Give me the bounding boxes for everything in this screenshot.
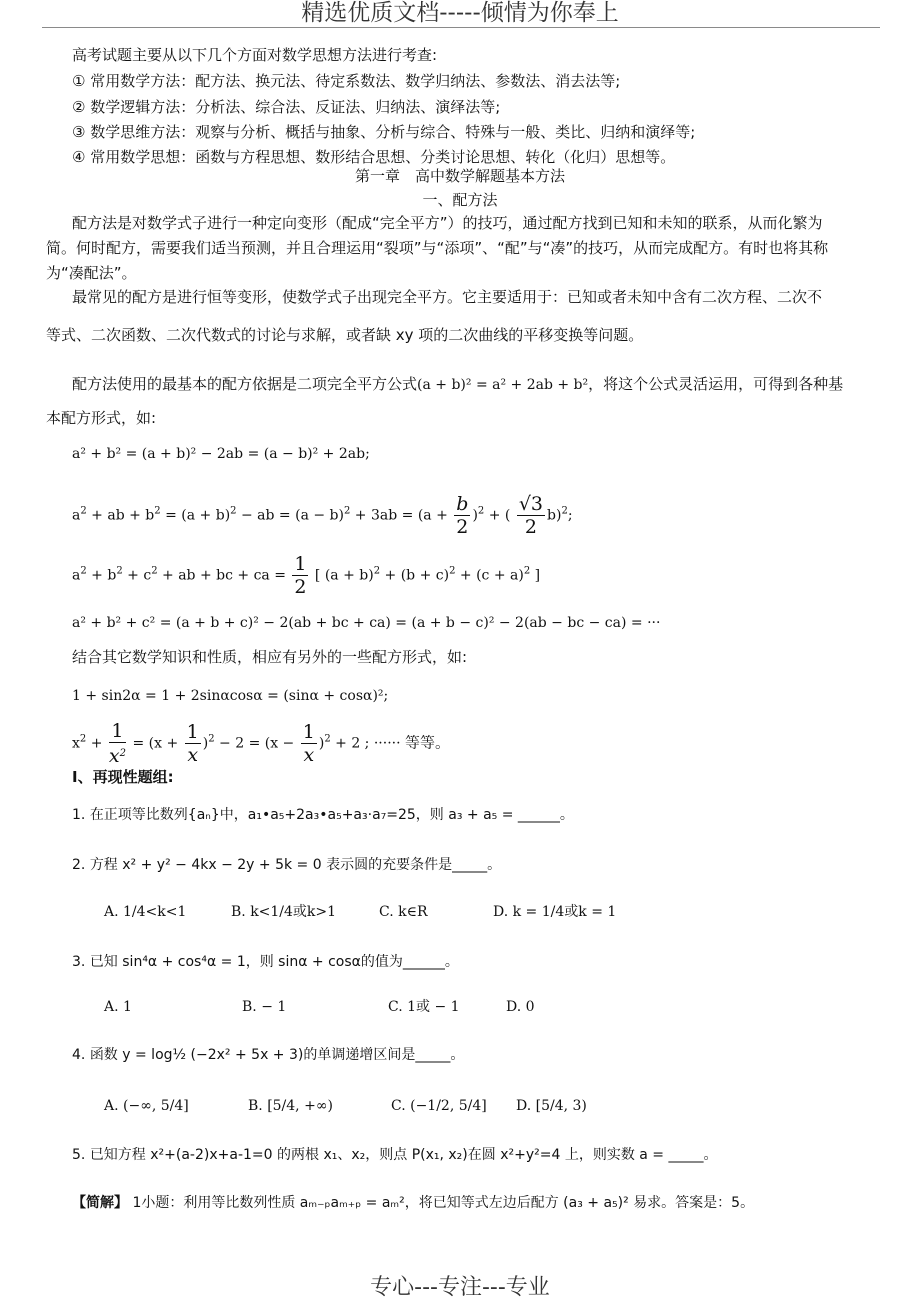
fraction-1-over-x-squared: $\frac{1}{x^2}$: [108, 720, 127, 767]
question-3-option-d: D. 0: [506, 999, 535, 1015]
paragraph-2-line-1: 最常见的配方是进行恒等变形，使数学式子出现完全平方。它主要适用于：已知或者未知中含有二次方程、二次不: [72, 288, 823, 306]
formula-6: $x^2$ + $\frac{1}{x^2}$ = (x + $\frac{1}{x}$ )$^2$ − 2 = (x − $\frac{1}{x}$ )$^2$ + 2 ; ······ 等等。: [72, 720, 451, 767]
fraction-sqrt3-over-2: $\frac{√3}{2}$: [518, 493, 544, 538]
question-number: 1.: [72, 807, 86, 823]
paragraph-1-line-3: 为“凑配法”。: [46, 264, 137, 282]
question-3-option-a: A. 1: [104, 999, 132, 1015]
question-number: 4.: [72, 1047, 86, 1063]
page-footer: 专心---专注---专业: [370, 1275, 550, 1300]
question-2-text: 方程 x² + y² − 4kx − 2y + 5k = 0 表示圆的充要条件是_____。: [89, 857, 502, 873]
question-3-text: 已知 sin⁴α + cos⁴α = 1，则 sinα + cosα的值为______。: [89, 954, 459, 970]
question-4-option-d: D. [5/4, 3): [516, 1098, 587, 1114]
binomial-square-formula: (a + b)² = a² + 2ab + b²: [417, 377, 589, 393]
solution-label: 【简解】: [72, 1195, 128, 1211]
solution: [72, 1193, 754, 1213]
intro-lead: 高考试题主要从以下几个方面对数学思想方法进行考查:: [72, 46, 438, 64]
fraction-b-over-2: $\frac{b}{2}$: [456, 493, 469, 538]
fraction-1-over-x: $\frac{1}{x}$: [186, 721, 199, 766]
paragraph-3-suffix: ，将这个公式灵活运用，可得到各种基: [588, 375, 844, 393]
question-number: 3.: [72, 954, 86, 970]
chapter-title: 第一章 高中数学解题基本方法: [354, 167, 565, 185]
formula-3: $a^2 + b^2 + c^2$ + ab + bc + ca = $\frac{1}{2}$ [ $(a + b)^2 + (b + c)^2 + (c + a)^2$ ]: [72, 553, 541, 598]
page-header-title: 精选优质文档-----倾情为你奉上: [301, 0, 619, 26]
question-5: [72, 1145, 717, 1165]
formula-4: a² + b² + c² = (a + b + c)² − 2(ab + bc + ca) = (a + b − c)² − 2(ab − bc − ca) = ···: [72, 615, 661, 631]
paragraph-3-prefix: 配方法使用的最基本的配方依据是二项完全平方公式: [72, 375, 418, 393]
question-3-option-c: C. 1或 − 1: [388, 999, 460, 1015]
paragraph-1-line-2: 简。何时配方，需要我们适当预测，并且合理运用“裂项”与“添项”、“配”与“凑”的技巧，从而完成配方。有时也将其称: [46, 239, 829, 257]
formula-2: $a^2$ + ab + $b^2 = (a + b)^2$ − ab = $(a - b)^2 + 3ab = (a$ + $\frac{b}{2}$ )$^2$ + ( $\frac{√3}{2}$ b)$^2$;: [72, 493, 573, 538]
question-number: 2.: [72, 857, 86, 873]
question-3: [72, 952, 459, 972]
question-2-option-a: A. 1/4<k<1: [104, 904, 187, 920]
section-title: 一、配方法: [422, 191, 498, 209]
question-3-option-b: B. − 1: [242, 999, 287, 1015]
question-4-option-a: A. (−∞, 5/4]: [104, 1098, 189, 1114]
question-2-option-b: B. k<1/4或k>1: [231, 904, 337, 920]
question-4-text: 函数 y = log½ (−2x² + 5x + 3)的单调递增区间是_____。: [89, 1047, 465, 1063]
formula-1: a² + b² = (a + b)² − 2ab = (a − b)² + 2ab;: [72, 446, 370, 462]
header-divider: [42, 27, 880, 28]
intro-item-4: ④ 常用数学思想：函数与方程思想、数形结合思想、分类讨论思想、转化（化归）思想等。: [72, 148, 676, 166]
paragraph-3-line-1: [72, 374, 843, 395]
question-2-option-d: D. k = 1/4或k = 1: [493, 904, 617, 920]
question-2-option-c: C. k∈R: [379, 904, 428, 920]
question-4-option-b: B. [5/4, +∞): [248, 1098, 333, 1114]
fraction-1-over-x-2: $\frac{1}{x}$: [302, 721, 315, 766]
formula-5: 1 + sin2α = 1 + 2sinαcosα = (sinα + cosα)²;: [72, 688, 389, 704]
group-title: Ⅰ、再现性题组:: [72, 768, 174, 786]
solution-text: 1小题：利用等比数列性质 aₘ₋ₚaₘ₊ₚ = aₘ²，将已知等式左边后配方 (a₃ + a₅)² 易求。答案是：5。: [132, 1195, 755, 1211]
question-4-option-c: C. (−1/2, 5/4]: [391, 1098, 487, 1114]
paragraph-2-line-2: 等式、二次函数、二次代数式的讨论与求解，或者缺 xy 项的二次曲线的平移变换等问题。: [46, 326, 644, 344]
question-2: [72, 855, 501, 875]
question-1: [72, 805, 574, 825]
paragraph-3-line-2: 本配方形式，如:: [46, 409, 157, 427]
question-4: [72, 1045, 464, 1065]
formula-6-tail: 等等。: [405, 733, 451, 752]
question-number: 5.: [72, 1147, 86, 1163]
intro-item-2: ② 数学逻辑方法：分析法、综合法、反证法、归纳法、演绎法等;: [72, 98, 501, 116]
question-1-text: 在正项等比数列{aₙ}中，a₁•a₅+2a₃•a₅+a₃·a₇=25，则 a₃ + a₅ = ______。: [89, 807, 574, 823]
paragraph-1-line-1: 配方法是对数学式子进行一种定向变形（配成“完全平方”）的技巧，通过配方找到已知和未知的联系，从而化繁为: [72, 214, 823, 232]
paragraph-4: 结合其它数学知识和性质，相应有另外的一些配方形式，如:: [72, 648, 468, 666]
question-5-text: 已知方程 x²+(a-2)x+a-1=0 的两根 x₁、x₂，则点 P(x₁, x₂)在圆 x²+y²=4 上，则实数 a = _____。: [89, 1147, 718, 1163]
intro-item-3: ③ 数学思维方法：观察与分析、概括与抽象、分析与综合、特殊与一般、类比、归纳和演绎等;: [72, 123, 696, 141]
intro-item-1: ① 常用数学方法：配方法、换元法、待定系数法、数学归纳法、参数法、消去法等;: [72, 72, 621, 90]
fraction-one-half: $\frac{1}{2}$: [294, 553, 307, 598]
